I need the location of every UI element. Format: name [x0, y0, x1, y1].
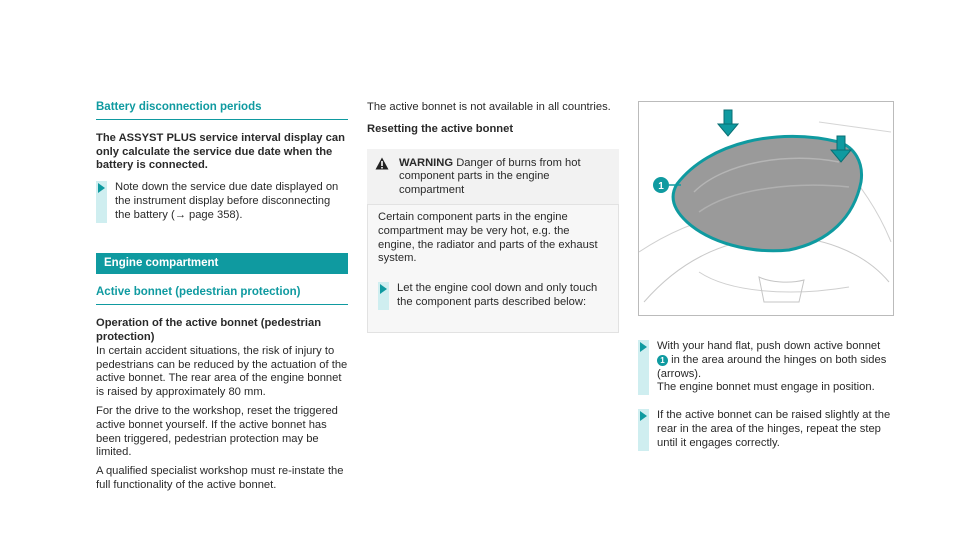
warning-box — [367, 149, 619, 333]
bonnet-step-2-text: If the active bonnet can be raised slightly at the rear in the area of the hinges, repeat the step until it engages correctly. — [657, 409, 891, 449]
warning-text: Danger of burns from hot component parts in the engine compartment — [399, 156, 581, 197]
step-arrow-icon — [98, 183, 105, 193]
step1-text-a: With your hand flat, push down active bonnet — [657, 340, 881, 352]
battery-section-title: Battery disconnection periods — [96, 101, 348, 120]
column-3 — [638, 101, 896, 459]
warning-label: WARNING — [399, 156, 454, 169]
figure-label: 1 — [658, 181, 664, 192]
warning-body-text: Certain component parts in the engine compartment may be very hot, e.g. the engine, the radiator and parts of the exhaust system. — [378, 210, 598, 265]
battery-step — [96, 181, 348, 222]
availability-text: The active bonnet is not available in all countries. — [367, 101, 611, 113]
step-arrow-icon — [640, 411, 647, 421]
column-2 — [367, 101, 619, 333]
warning-step-text: Let the engine cool down and only touch the component parts described below: — [397, 282, 598, 308]
number-1-badge: 1 — [657, 355, 668, 366]
column-1 — [96, 101, 348, 498]
step-bar — [638, 340, 649, 395]
warning-step — [378, 282, 608, 310]
bonnet-figure — [638, 101, 894, 316]
step-bar — [96, 181, 107, 222]
warning-header — [367, 149, 619, 204]
step-bar — [378, 282, 389, 310]
bonnet-illustration — [639, 102, 893, 315]
battery-step-text: Note down the service due date displayed on the instrument display before disconnecting the battery (→ page 358). — [115, 181, 339, 221]
engine-compartment-bar: Engine compartment — [96, 253, 348, 275]
reset-title: Resetting the active bonnet — [367, 122, 514, 135]
bonnet-step-2 — [638, 409, 896, 450]
bonnet-step-1-text — [657, 340, 896, 395]
warning-triangle-icon — [375, 157, 393, 198]
drive-text: For the drive to the workshop, reset the triggered active bonnet yourself. If the active bonnet has been triggered, pedestrian protection may be limited. — [96, 404, 338, 459]
step1-text-b: in the area around the hinges on both sides (arrows). — [657, 353, 887, 380]
warning-body — [367, 204, 619, 333]
step-arrow-icon — [380, 284, 387, 294]
operation-title: Operation of the active bonnet (pedestrian protection) — [96, 317, 322, 343]
bonnet-step-1 — [638, 340, 896, 395]
step-bar — [638, 409, 649, 450]
battery-subtitle: The ASSYST PLUS service interval display can only calculate the service due date when the battery is connected. — [96, 131, 345, 172]
active-bonnet-section-title: Active bonnet (pedestrian protection) — [96, 286, 348, 305]
arrow-down-icon — [718, 110, 738, 136]
specialist-text: A qualified specialist workshop must re-instate the full functionality of the active bonnet. — [96, 465, 344, 491]
step1-text-c: The engine bonnet must engage in position. — [657, 381, 875, 394]
operation-text: In certain accident situations, the risk of injury to pedestrians can be reduced by the actuation of the active bonnet. The rear area of the engine bonnet is raised by approximately 80 mm. — [96, 344, 348, 399]
step-arrow-icon — [640, 342, 647, 352]
